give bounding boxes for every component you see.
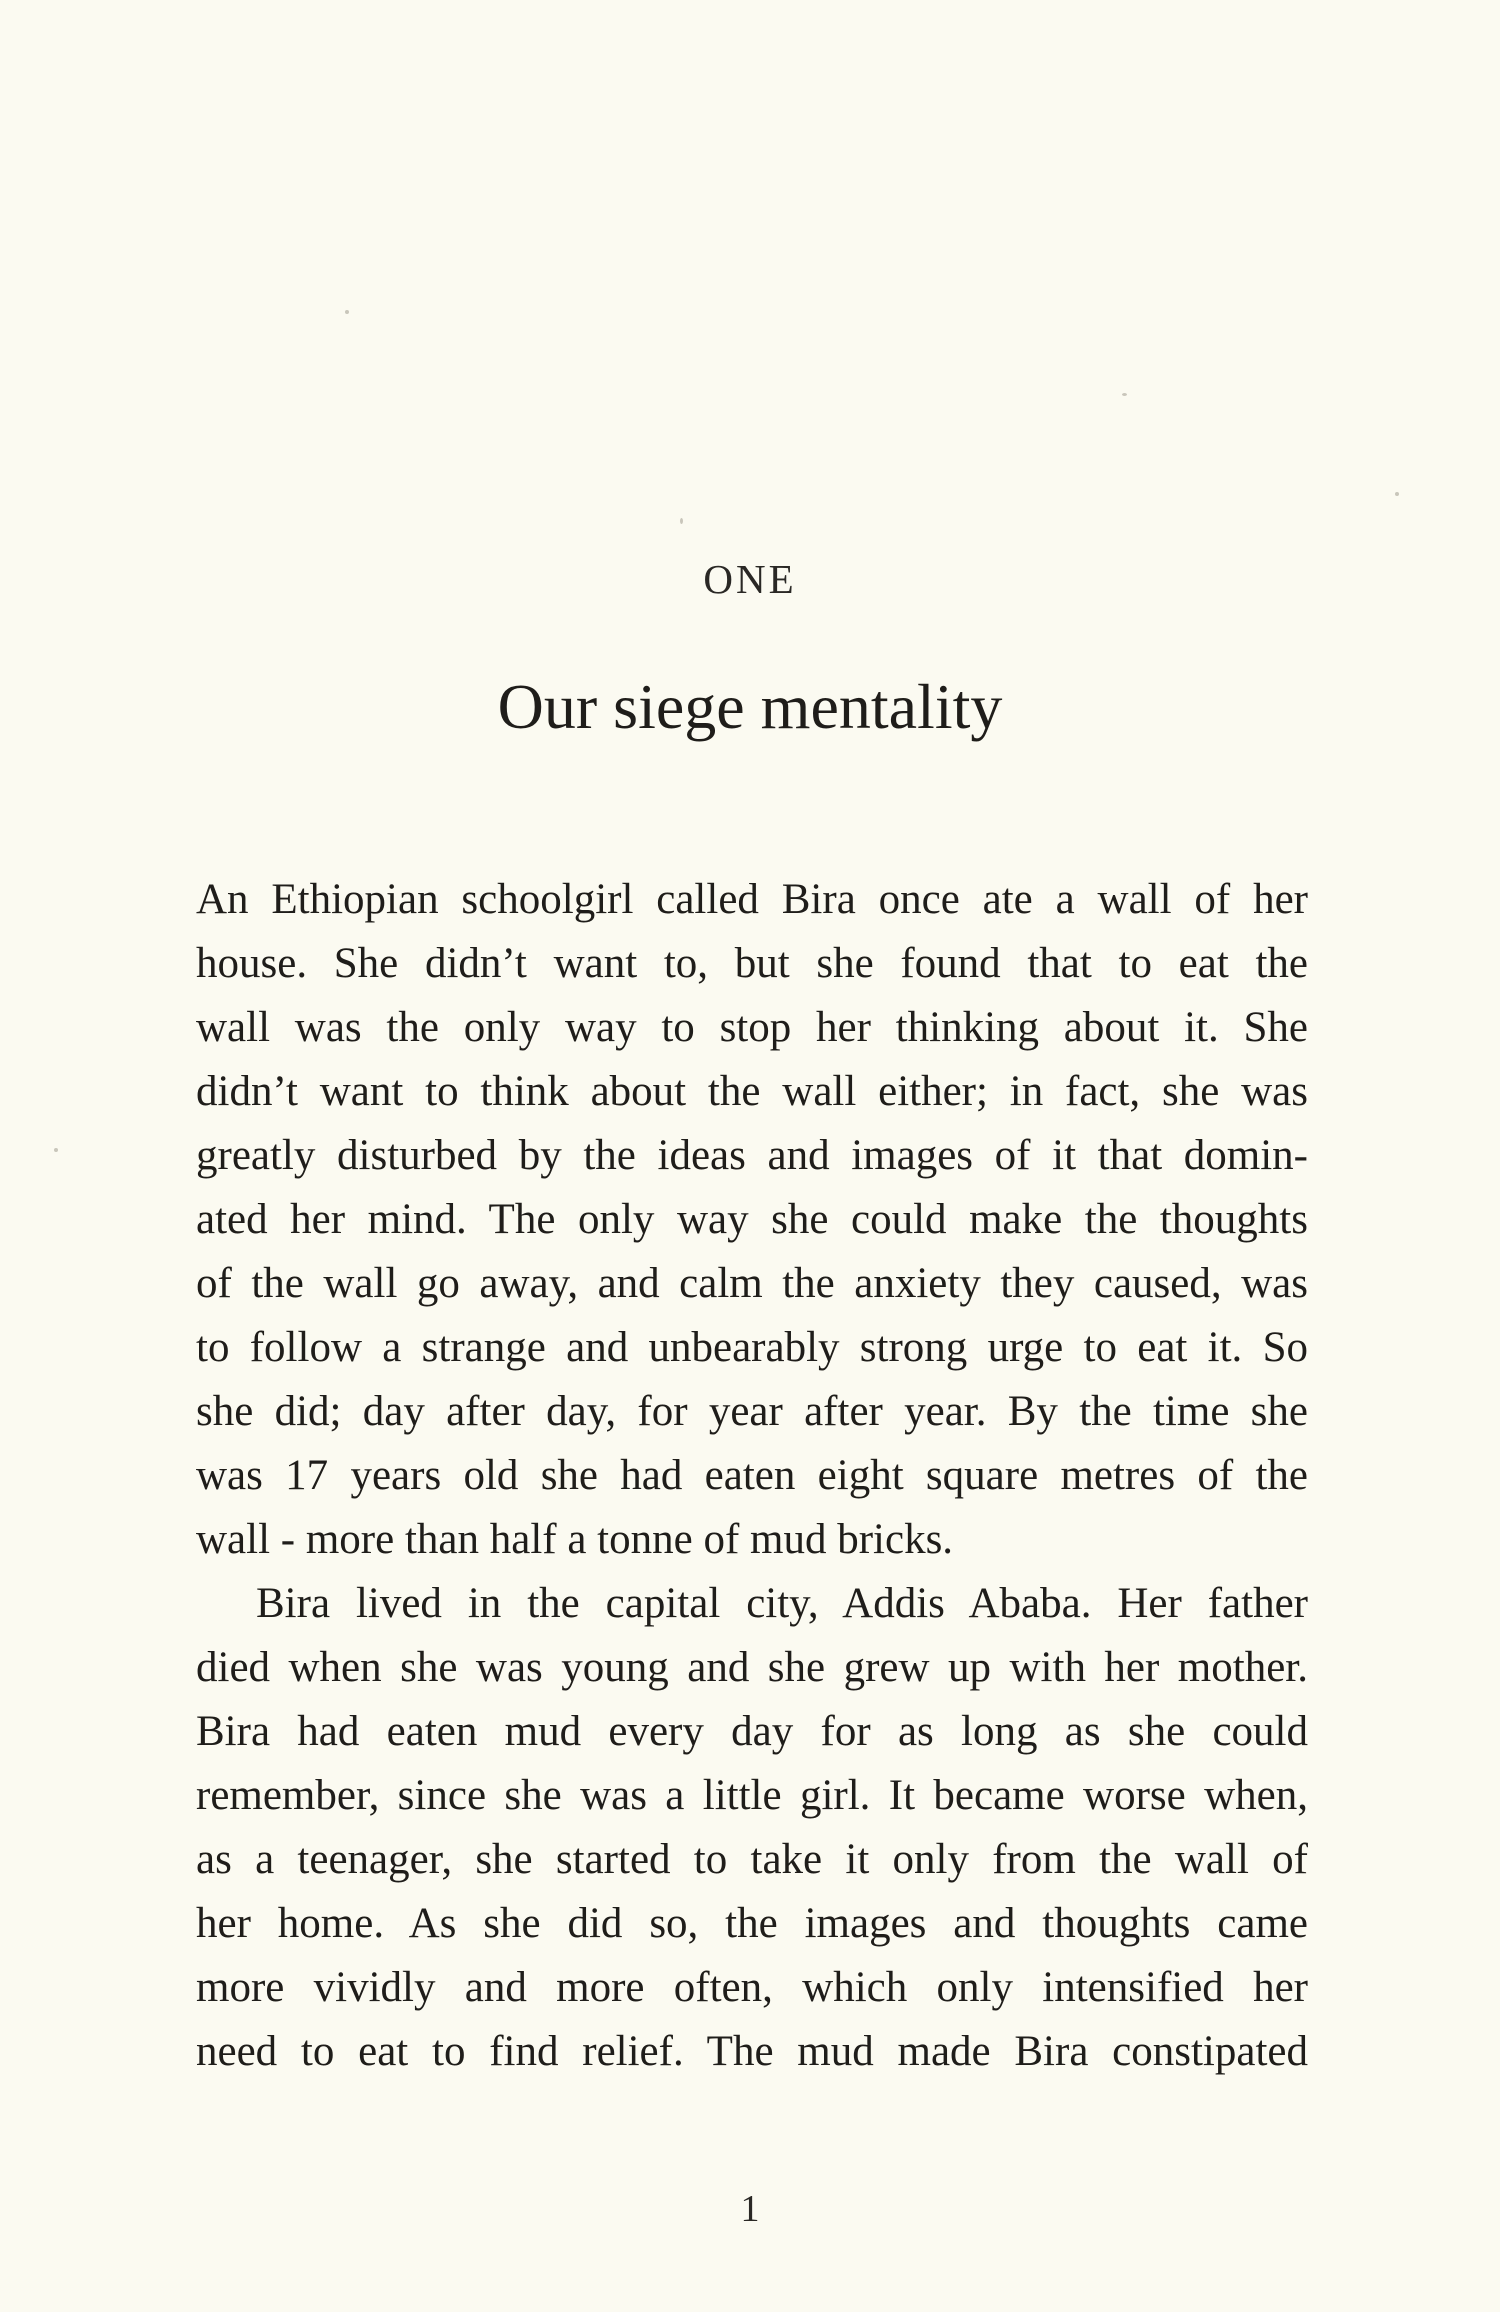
page-number: 1 [740,2188,760,2230]
text-line: greatly disturbed by the ideas and images of it that domin- [196,1132,1308,1179]
text-line: she did; day after day, for year after year. By the time she [196,1388,1308,1435]
text-line: of the wall go away, and calm the anxiety they caused, was [196,1260,1308,1307]
scan-speck [54,1148,58,1152]
text-line: wall was the only way to stop her thinking about it. She [196,1004,1308,1051]
paragraph-1 [196,868,1308,1572]
text-line: as a teenager, she started to take it only from the wall of [196,1836,1308,1883]
text-line: An Ethiopian schoolgirl called Bira once ate a wall of her [196,876,1308,923]
text-line: was 17 years old she had eaten eight square metres of the [196,1452,1308,1499]
text-line: remember, since she was a little girl. It became worse when, [196,1772,1308,1819]
text-line: her home. As she did so, the images and thoughts came [196,1900,1308,1947]
text-line: more vividly and more often, which only intensified her [196,1964,1308,2011]
text-line: wall - more than half a tonne of mud bricks. [196,1516,954,1563]
paragraph-2 [196,1572,1308,2084]
scan-speck [1122,393,1127,396]
scan-speck [680,518,683,524]
text-line: Bira had eaten mud every day for as long as she could [196,1708,1308,1755]
text-line: ated her mind. The only way she could make the thoughts [196,1196,1308,1243]
scan-speck [1395,492,1399,496]
text-line: need to eat to find relief. The mud made Bira constipated [196,2028,1308,2075]
chapter-title: Our siege mentality [497,671,1003,742]
text-line: died when she was young and she grew up with her mother. [196,1644,1308,1691]
chapter-number: ONE [703,556,797,602]
text-line: to follow a strange and unbearably strong urge to eat it. So [196,1324,1308,1371]
text-line: Bira lived in the capital city, Addis Ababa. Her father [256,1580,1308,1627]
body-text [196,868,1308,2084]
scan-speck [345,310,349,314]
text-line: house. She didn’t want to, but she found that to eat the [196,940,1308,987]
text-line: didn’t want to think about the wall either; in fact, she was [196,1068,1308,1115]
